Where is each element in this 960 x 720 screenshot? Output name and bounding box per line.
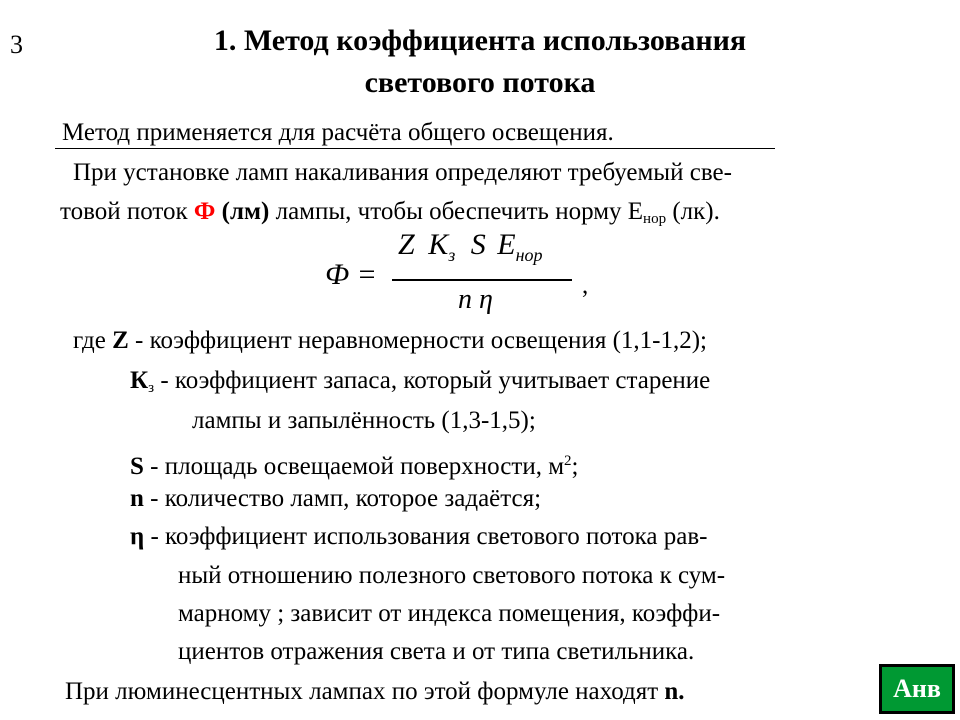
def-n-text: - количество ламп, которое задаётся; bbox=[143, 485, 542, 512]
para1-line2-mid: лампы, чтобы обеспечить норму Е bbox=[269, 198, 644, 225]
def-eta bbox=[130, 521, 707, 553]
intro-underline bbox=[55, 148, 775, 149]
def-k-line2: лампы и запылённость (1,3-1,5); bbox=[192, 407, 536, 434]
footer-text-main: При люминесцентных лампах по этой формуле находят bbox=[65, 678, 665, 705]
def-k-sub: з bbox=[148, 380, 155, 396]
def-eta-line3: марному ; зависит от индекса помещения, коэффи- bbox=[178, 600, 721, 627]
fraction-bar bbox=[392, 279, 572, 281]
def-k-symbol: К bbox=[130, 367, 149, 394]
formula-denominator: n η bbox=[458, 284, 493, 315]
def-z-symbol: Z bbox=[112, 327, 129, 354]
def-n-symbol: n bbox=[130, 485, 144, 512]
formula-k-sub: з bbox=[448, 245, 456, 265]
formula-z: Z bbox=[398, 228, 415, 261]
formula-comma: , bbox=[582, 272, 589, 299]
formula-e: E bbox=[497, 228, 516, 261]
page-title-line1: 1. Метод коэффициента использования bbox=[213, 24, 747, 57]
formula-s: S bbox=[470, 228, 486, 261]
def-where: где bbox=[73, 327, 113, 354]
para1-line1: При установке ламп накаливания определяют требуемый све- bbox=[73, 159, 732, 186]
def-eta-symbol: η bbox=[130, 523, 145, 550]
def-n bbox=[130, 483, 541, 515]
def-eta-line2: ный отношению полезного светового потока к сум- bbox=[178, 562, 726, 589]
def-k bbox=[130, 365, 710, 404]
page-title-line2: светового потока bbox=[364, 66, 596, 99]
def-eta-line4: циентов отражения света и от типа светильника. bbox=[178, 638, 695, 665]
anv-button[interactable]: Анв bbox=[879, 664, 955, 714]
def-s-text: - площадь освещаемой поверхности, м bbox=[143, 453, 565, 480]
def-z-text: - коэффициент неравномерности освещения (1,1-1,2); bbox=[128, 327, 707, 354]
def-eta-text: - коэффициент использования светового потока рав- bbox=[144, 523, 708, 550]
formula-numerator bbox=[398, 228, 543, 266]
def-s-symbol: S bbox=[130, 453, 144, 480]
e-subscript: нор bbox=[643, 211, 667, 227]
phi-symbol: Ф bbox=[193, 198, 216, 225]
formula-lhs bbox=[325, 258, 377, 292]
para1-line2 bbox=[60, 196, 720, 235]
def-s-end: ; bbox=[571, 453, 579, 480]
def-s bbox=[130, 445, 578, 483]
para1-line2-end: (лк). bbox=[666, 198, 720, 225]
footer-n: n. bbox=[664, 678, 685, 705]
formula-k: K bbox=[428, 228, 449, 261]
slide-number: 3 bbox=[10, 30, 23, 59]
unit-lumen: (лм) bbox=[221, 198, 270, 225]
intro-text: Метод применяется для расчёта общего освещения. bbox=[62, 119, 614, 146]
def-k-text: - коэффициент запаса, который учитывает старение bbox=[154, 367, 711, 394]
footer-text bbox=[65, 676, 685, 708]
def-s-sup: 2 bbox=[564, 453, 572, 469]
formula-lhs-text: Ф = bbox=[325, 258, 377, 291]
formula-e-sub: нор bbox=[515, 245, 543, 265]
para1-line2-pre: товой поток bbox=[60, 198, 194, 225]
def-z bbox=[73, 325, 707, 357]
